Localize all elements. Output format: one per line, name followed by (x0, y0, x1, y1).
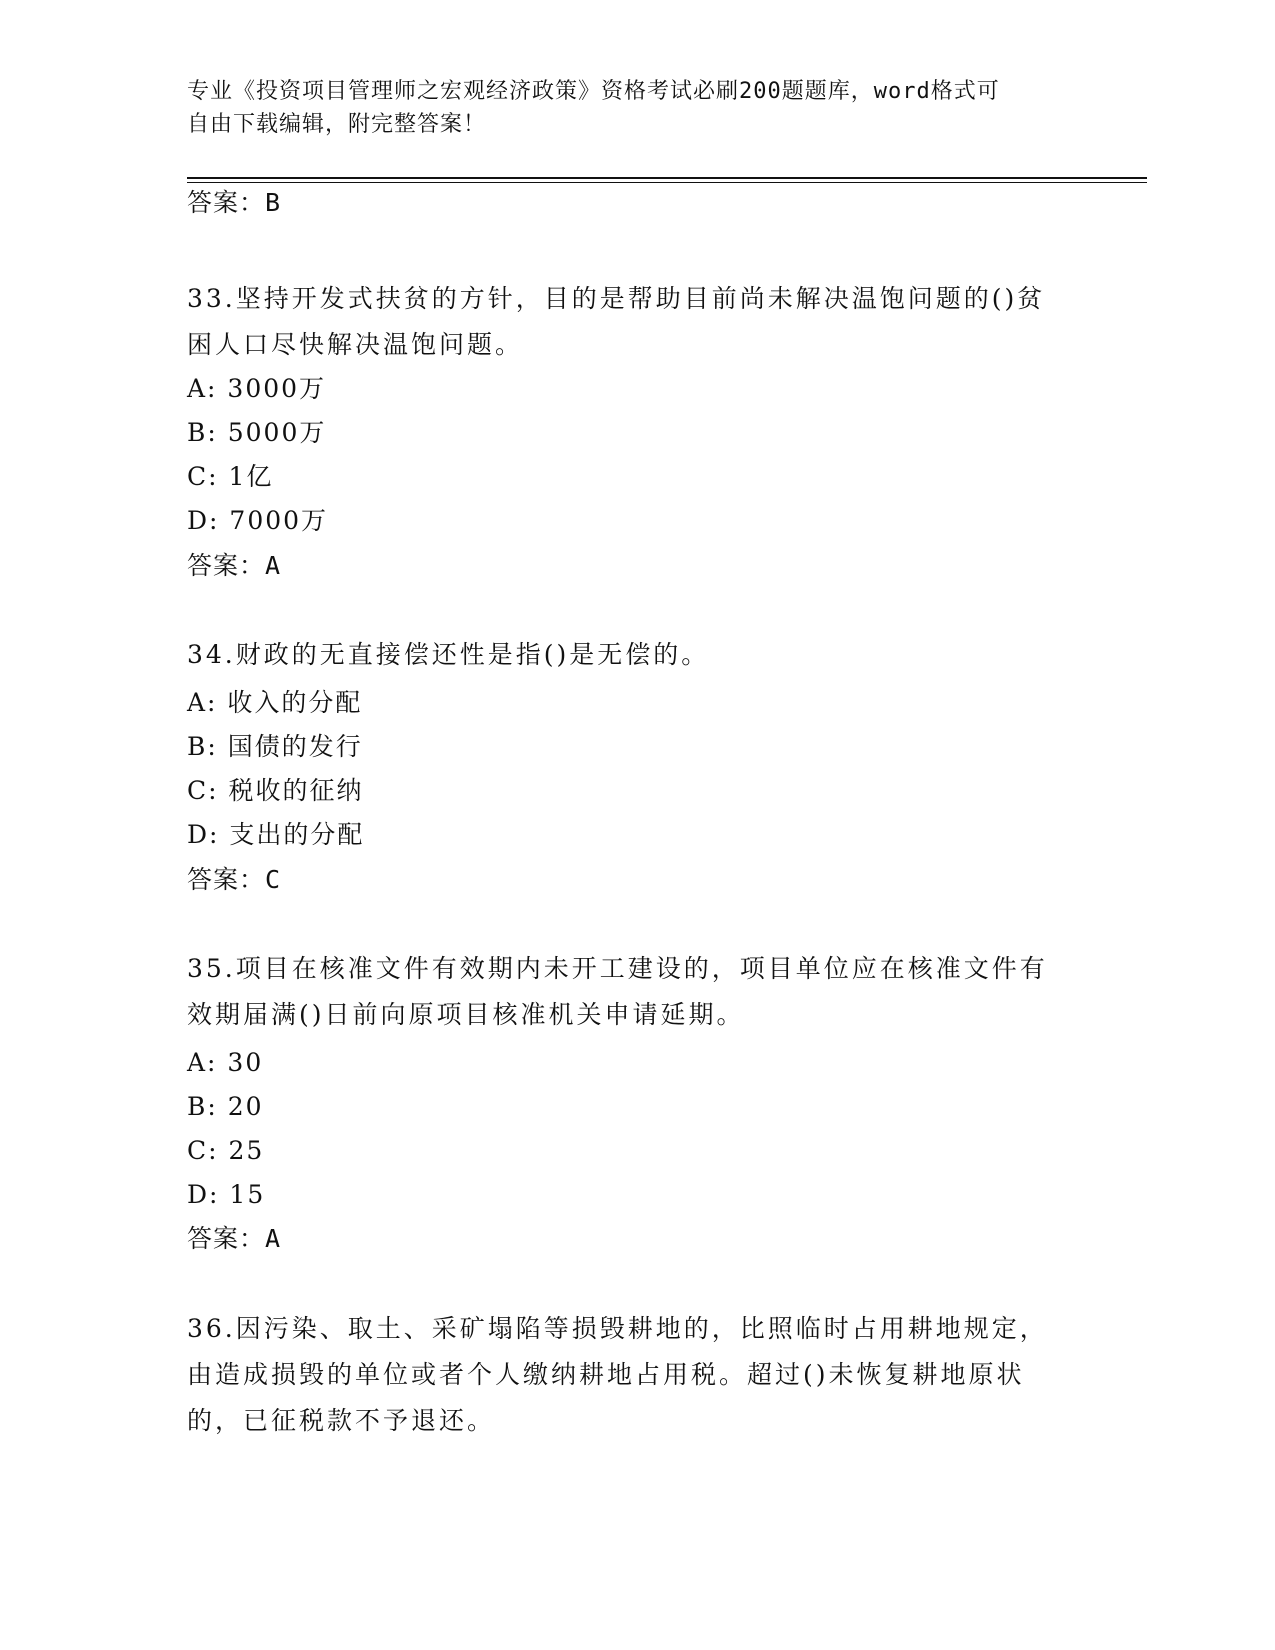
question-34-stem (187, 632, 1077, 678)
question-35-stem (187, 946, 1077, 1038)
question-35-stem-line-2: 效期届满()日前向原项目核准机关申请延期。 (187, 1000, 745, 1029)
header-line-1: 专业《投资项目管理师之宏观经济政策》资格考试必刷200题题库，word格式可 (187, 79, 1000, 104)
question-33-stem (187, 276, 1077, 368)
question-35-option-b: B: 20 (187, 1092, 264, 1121)
question-36-stem-line-2: 由造成损毁的单位或者个人缴纳耕地占用税。超过()未恢复耕地原状 (187, 1360, 1025, 1389)
question-33-answer: 答案：A (187, 551, 282, 580)
document-header (187, 75, 1067, 141)
question-33-option-d: D: 7000万 (187, 506, 329, 535)
question-35-option-a: A: 30 (187, 1048, 264, 1077)
question-33-stem-line-2: 困人口尽快解决温饱问题。 (187, 330, 524, 359)
question-34-stem-line-1: 34.财政的无直接偿还性是指()是无偿的。 (187, 640, 710, 669)
question-36-stem (187, 1306, 1077, 1444)
question-34-option-d: D: 支出的分配 (187, 820, 365, 849)
question-34-option-b: B: 国债的发行 (187, 732, 363, 761)
question-34-answer: 答案：C (187, 865, 282, 894)
question-35-option-c: C: 25 (187, 1136, 265, 1165)
question-34-option-a: A: 收入的分配 (187, 688, 363, 717)
question-35-option-d: D: 15 (187, 1180, 266, 1209)
question-35-answer: 答案：A (187, 1224, 282, 1253)
question-35-stem-line-1: 35.项目在核准文件有效期内未开工建设的，项目单位应在核准文件有 (187, 954, 1048, 983)
header-line-2: 自由下载编辑，附完整答案！ (187, 112, 487, 137)
question-33-option-a: A: 3000万 (187, 374, 327, 403)
question-33-option-b: B: 5000万 (187, 418, 327, 447)
question-36-stem-line-1: 36.因污染、取土、采矿塌陷等损毁耕地的，比照临时占用耕地规定， (187, 1314, 1048, 1343)
question-33-stem-line-1: 33.坚持开发式扶贫的方针，目的是帮助目前尚未解决温饱问题的()贫 (187, 284, 1046, 313)
header-divider (187, 177, 1147, 183)
previous-answer: 答案：B (187, 188, 282, 217)
question-36-stem-line-3: 的，已征税款不予退还。 (187, 1406, 496, 1435)
question-33-option-c: C: 1亿 (187, 462, 274, 491)
question-34-option-c: C: 税收的征纳 (187, 776, 364, 805)
